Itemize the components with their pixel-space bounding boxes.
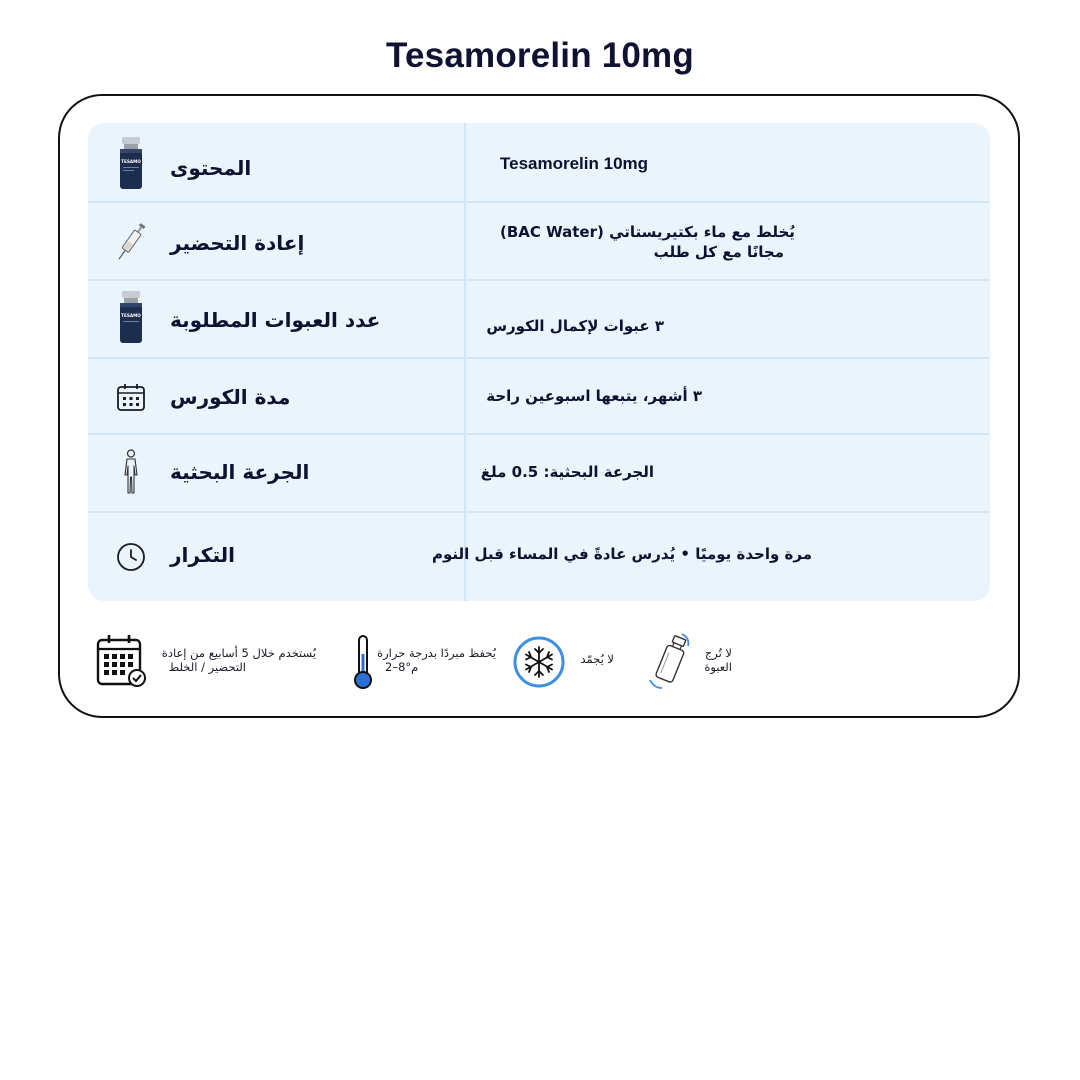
clock-icon [112,541,150,573]
table-row-course-duration [88,357,990,435]
table-row-vials-needed [88,279,990,359]
row-value: مرة واحدة يوميًا • يُدرس عادةً في المساء قبل النوم [431,545,812,563]
syringe-icon [112,219,150,265]
no-shake-vial-icon [646,630,696,696]
footer-text-line2: التحضير / الخلط [168,660,246,674]
table-row-reconstitution [88,201,990,281]
footer-refrigerate [348,630,498,694]
table-row-content [88,123,990,201]
vial-brand-label: TESAMO [121,313,141,318]
footer-text-line1: يُحفظ مبردًا بدرجة حرارة [377,646,496,660]
row-label: الجرعة البحثية [170,460,310,484]
calendar-check-icon [96,634,148,692]
footer-do-not-freeze [512,630,622,694]
footer-do-not-shake [646,630,746,694]
row-value: الجرعة البحثية: 0.5 ملغ [480,463,654,481]
info-table [88,123,990,601]
calendar-icon [112,381,150,413]
table-row-research-dose [88,433,990,513]
row-label: إعادة التحضير [170,231,305,255]
row-label: عدد العبوات المطلوبة [170,308,381,332]
row-value: ٣ عبوات لإكمال الكورس [486,317,664,335]
human-body-icon [112,449,150,495]
row-value: ٣ أشهر، يتبعها اسبوعين راحة [486,387,702,405]
snowflake-icon [512,635,566,693]
vial-brand-label: TESAMO [121,159,141,164]
footer-text-line1: يُستخدم خلال 5 أسابيع من إعادة [161,646,316,660]
row-label: التكرار [170,543,235,567]
footer-text-line1: لا تُرج [704,646,732,660]
table-row-frequency [88,511,990,601]
footer-text-line1: لا يُجمّد [580,652,614,666]
vial-icon [112,291,150,345]
row-value: Tesamorelin 10mg [500,154,649,173]
thermometer-icon [350,634,376,694]
footer-use-within [96,630,326,694]
footer-text-line2: العبوة [704,660,732,674]
row-value-line1: (BAC Water) يُخلط مع ماء بكتيريستاتي [500,223,795,241]
vial-icon [112,137,150,191]
footer-text-line2: 2–8°م [385,660,419,674]
row-label: مدة الكورس [170,385,291,409]
row-value-line2: مجانًا مع كل طلب [653,243,784,261]
row-label: المحتوى [170,156,252,180]
page-title: Tesamorelin 10mg [386,36,694,75]
